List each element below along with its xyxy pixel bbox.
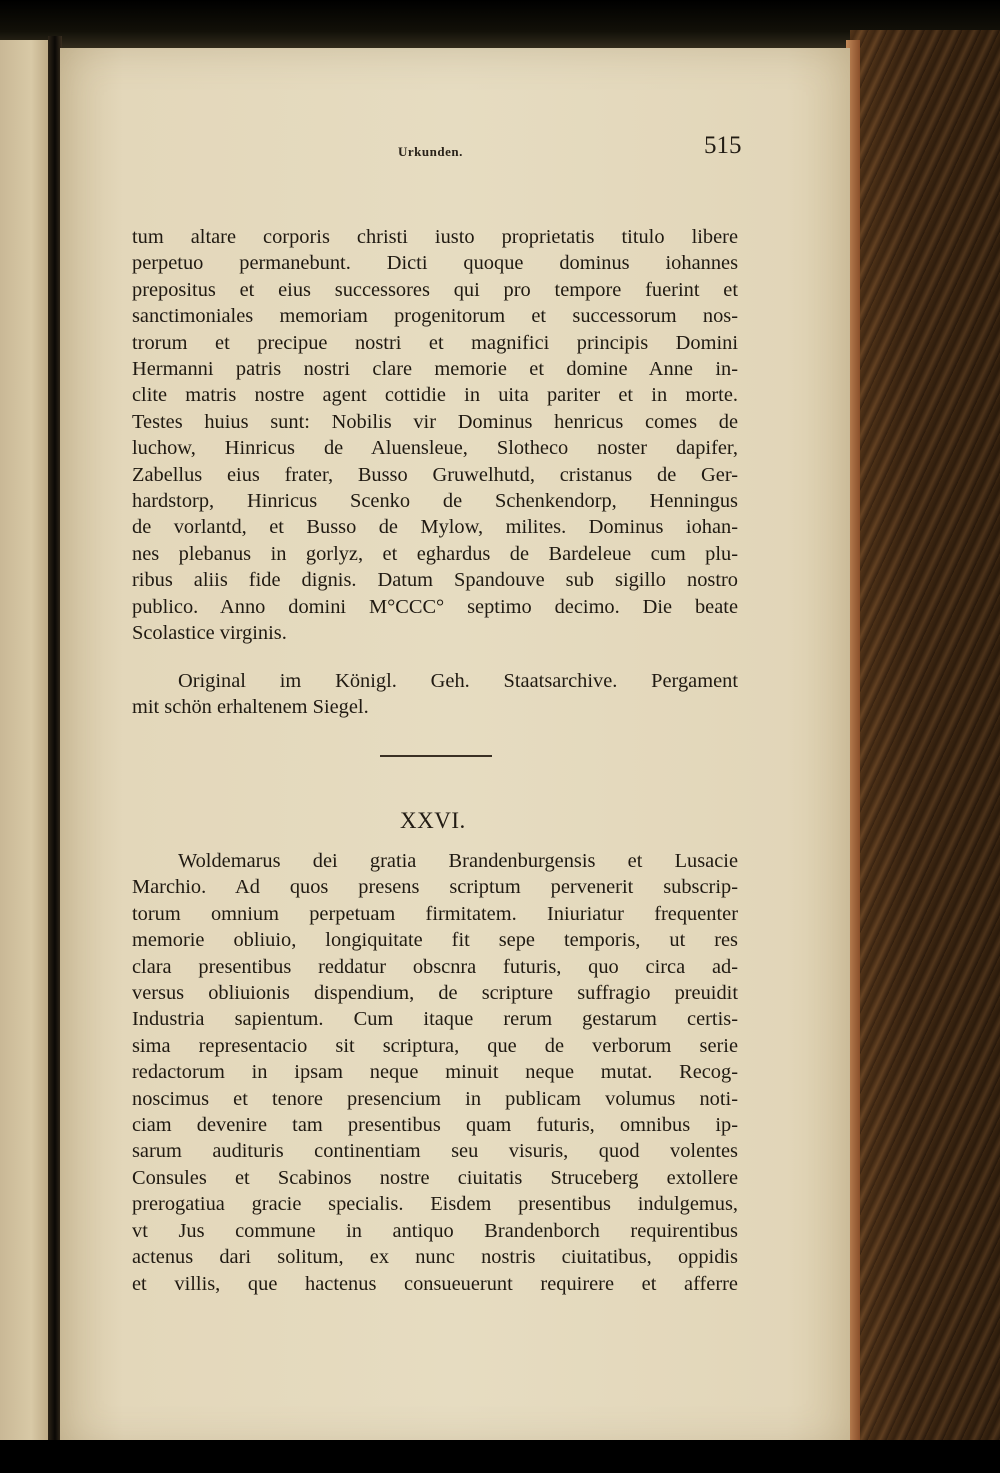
page-header [60, 130, 850, 170]
text-line: redactorum in ipsam neque minuit neque mutat. Recog- [132, 1061, 738, 1084]
text-line: et villis, que hactenus consueuerunt requirere et afferre [132, 1272, 738, 1295]
text-line: de vorlantd, et Busso de Mylow, milites. Dominus iohan- [132, 516, 738, 539]
page-number: 515 [704, 132, 742, 159]
text-line: sima representacio sit scriptura, que de verborum serie [132, 1034, 738, 1057]
text-line: Consules et Scabinos nostre ciuitatis Struceberg extollere [132, 1166, 738, 1189]
section-divider [380, 755, 492, 757]
text-line: versus obliuionis dispendium, de scripture suffragio preuidit [132, 982, 738, 1005]
text-line: Woldemarus dei gratia Brandenburgensis et Lusacie [178, 850, 738, 872]
archival-note [132, 668, 738, 721]
text-line: mit schön erhaltenem Siegel. [132, 696, 369, 719]
text-line: Marchio. Ad quos presens scriptum pervenerit subscrip- [132, 876, 738, 899]
book-page [60, 48, 850, 1448]
text-line: sanctimoniales memoriam progenitorum et successorum nos- [132, 305, 738, 328]
binding-bottom [0, 1440, 1000, 1473]
text-line: clara presentibus reddatur obscnra futuris, quo circa ad- [132, 955, 738, 978]
text-line: memorie obliuio, longiquitate fit sepe temporis, ut res [132, 929, 738, 952]
text-line: noscimus et tenore presencium in publicam volumus noti- [132, 1087, 738, 1110]
facing-page-edge [0, 40, 52, 1450]
paragraph-continuation [132, 224, 738, 647]
text-line: ribus aliis fide dignis. Datum Spandouve sub sigillo nostro [132, 569, 738, 592]
book-cover-edge [850, 30, 1000, 1440]
text-line: trorum et precipue nostri et magnifici principis Domini [132, 331, 738, 354]
text-line: torum omnium perpetuam firmitatem. Iniuriatur frequenter [132, 902, 738, 925]
running-head: Urkunden. [398, 144, 463, 159]
text-line: Original im Königl. Geh. Staatsarchive. Pergament [178, 670, 738, 692]
text-line: prerogatiua gracie specialis. Eisdem presentibus indulgemus, [132, 1193, 738, 1216]
text-line: Testes huius sunt: Nobilis vir Dominus henricus comes de [132, 410, 738, 433]
text-line: Scolastice virginis. [132, 622, 287, 645]
text-line: ciam devenire tam presentibus quam futuris, omnibus ip- [132, 1114, 738, 1137]
section-number: XXVI. [400, 808, 466, 833]
text-line: hardstorp, Hinricus Scenko de Schenkendorp, Henningus [132, 490, 738, 513]
text-line: Industria sapientum. Cum itaque rerum gestarum certis- [132, 1008, 738, 1031]
text-line: clite matris nostre agent cottidie in uita pariter et in morte. [132, 384, 738, 407]
text-line: vt Jus commune in antiquo Brandenborch requirentibus [132, 1219, 738, 1242]
text-line: actenus dari solitum, ex nunc nostris ciuitatibus, oppidis [132, 1246, 738, 1269]
text-line: Hermanni patris nostri clare memorie et domine Anne in- [132, 358, 738, 381]
text-line: Zabellus eius frater, Busso Gruwelhutd, cristanus de Ger- [132, 463, 738, 486]
text-line: perpetuo permanebunt. Dicti quoque dominus iohannes [132, 252, 738, 275]
document-text [132, 848, 738, 1297]
text-line: luchow, Hinricus de Aluensleue, Slotheco noster dapifer, [132, 437, 738, 460]
text-line: sarum audituris continentiam seu visuris, quod volentes [132, 1140, 738, 1163]
text-line: nes plebanus in gorlyz, et eghardus de Bardeleue cum plu- [132, 542, 738, 565]
text-line: publico. Anno domini M°CCC° septimo decimo. Die beate [132, 595, 738, 618]
text-line: tum altare corporis christi iusto proprietatis titulo libere [132, 226, 738, 248]
text-line: prepositus et eius successores qui pro tempore fuerint et [132, 278, 738, 301]
